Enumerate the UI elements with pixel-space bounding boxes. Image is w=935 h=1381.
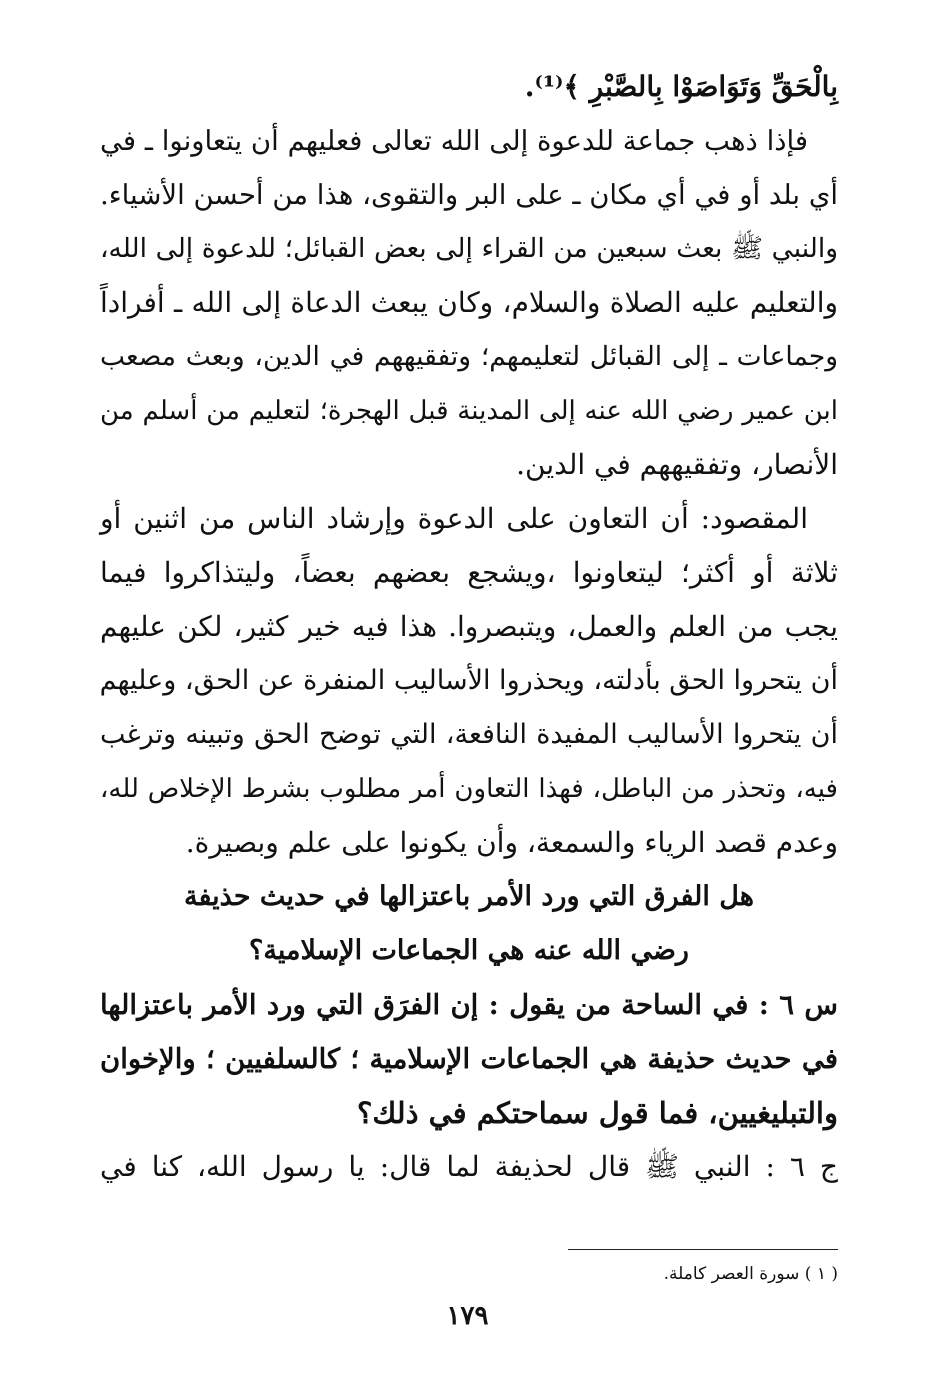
paragraph-line: وجماعات ـ إلى القبائل لتعليمهم؛ وتفقيههم في الدين، وبعث مصعب [100, 341, 838, 372]
paragraph-2 [100, 492, 838, 870]
paragraph-line: وعدم قصد الرياء والسمعة، وأن يكونوا على علم وبصيرة. [185, 826, 838, 859]
heading-line: هل الفرق التي ورد الأمر باعتزالها في حديث حذيفة [184, 881, 754, 912]
page-body [100, 60, 838, 1194]
paragraph-line: والنبي ﷺ بعث سبعين من القراء إلى بعض القبائل؛ للدعوة إلى الله، [100, 233, 838, 264]
section-heading [100, 870, 838, 978]
paragraph-line: أن يتحروا الحق بأدلته، ويحذروا الأساليب المنفرة عن الحق، وعليهم [99, 665, 838, 696]
paragraph-line: والتعليم عليه الصلاة والسلام، وكان يبعث الدعاة إلى الله ـ أفراداً [100, 286, 838, 319]
paragraph-line: ابن عمير رضي الله عنه إلى المدينة قبل الهجرة؛ لتعليم من أسلم من [100, 396, 838, 426]
footnote-divider [568, 1249, 838, 1250]
paragraph-line: فيه، وتحذر من الباطل، فهذا التعاون أمر مطلوب بشرط الإخلاص لله، [100, 774, 838, 804]
paragraph-1 [100, 114, 838, 492]
question-line: والتبليغيين، فما قول سماحتكم في ذلك؟ [356, 1096, 838, 1130]
question-block [100, 978, 838, 1140]
answer-line: ج ٦ : النبي ﷺ قال لحذيفة لما قال: يا رسول الله، كنا في [100, 1150, 838, 1183]
paragraph-line: أي بلد أو في أي مكان ـ على البر والتقوى، هذا من أحسن الأشياء. [100, 179, 838, 211]
footnote: ( ١ ) سورة العصر كاملة. [663, 1264, 838, 1284]
paragraph-line: يجب من العلم والعمل، ويتبصروا. هذا فيه خير كثير، لكن عليهم [100, 610, 838, 643]
paragraph-line: ثلاثة أو أكثر؛ ليتعاونوا ،ويشجع بعضهم بعضاً، وليتذاكروا فيما [100, 556, 838, 589]
paragraph-line: الأنصار، وتفقيههم في الدين. [516, 448, 838, 481]
heading-line: رضي الله عنه هي الجماعات الإسلامية؟ [249, 935, 689, 966]
quran-verse-line: بِالْحَقِّ وَتَوَاصَوْا بِالصَّبْرِ ﴾⁽¹⁾. [524, 70, 838, 103]
paragraph-line: أن يتحروا الأساليب المفيدة النافعة، التي توضح الحق وتبينه وترغب [100, 719, 838, 750]
question-line: س ٦ : في الساحة من يقول : إن الفرَق التي ورد الأمر باعتزالها [100, 989, 838, 1021]
question-line: في حديث حذيفة هي الجماعات الإسلامية ؛ كالسلفيين ؛ والإخوان [100, 1043, 838, 1075]
paragraph-line: فإذا ذهب جماعة للدعوة إلى الله تعالى فعليهم أن يتعاونوا ـ في [100, 125, 808, 157]
page-number: ١٧٩ [446, 1301, 489, 1331]
paragraph-line: المقصود: أن التعاون على الدعوة وإرشاد الناس من اثنين أو [100, 502, 808, 535]
